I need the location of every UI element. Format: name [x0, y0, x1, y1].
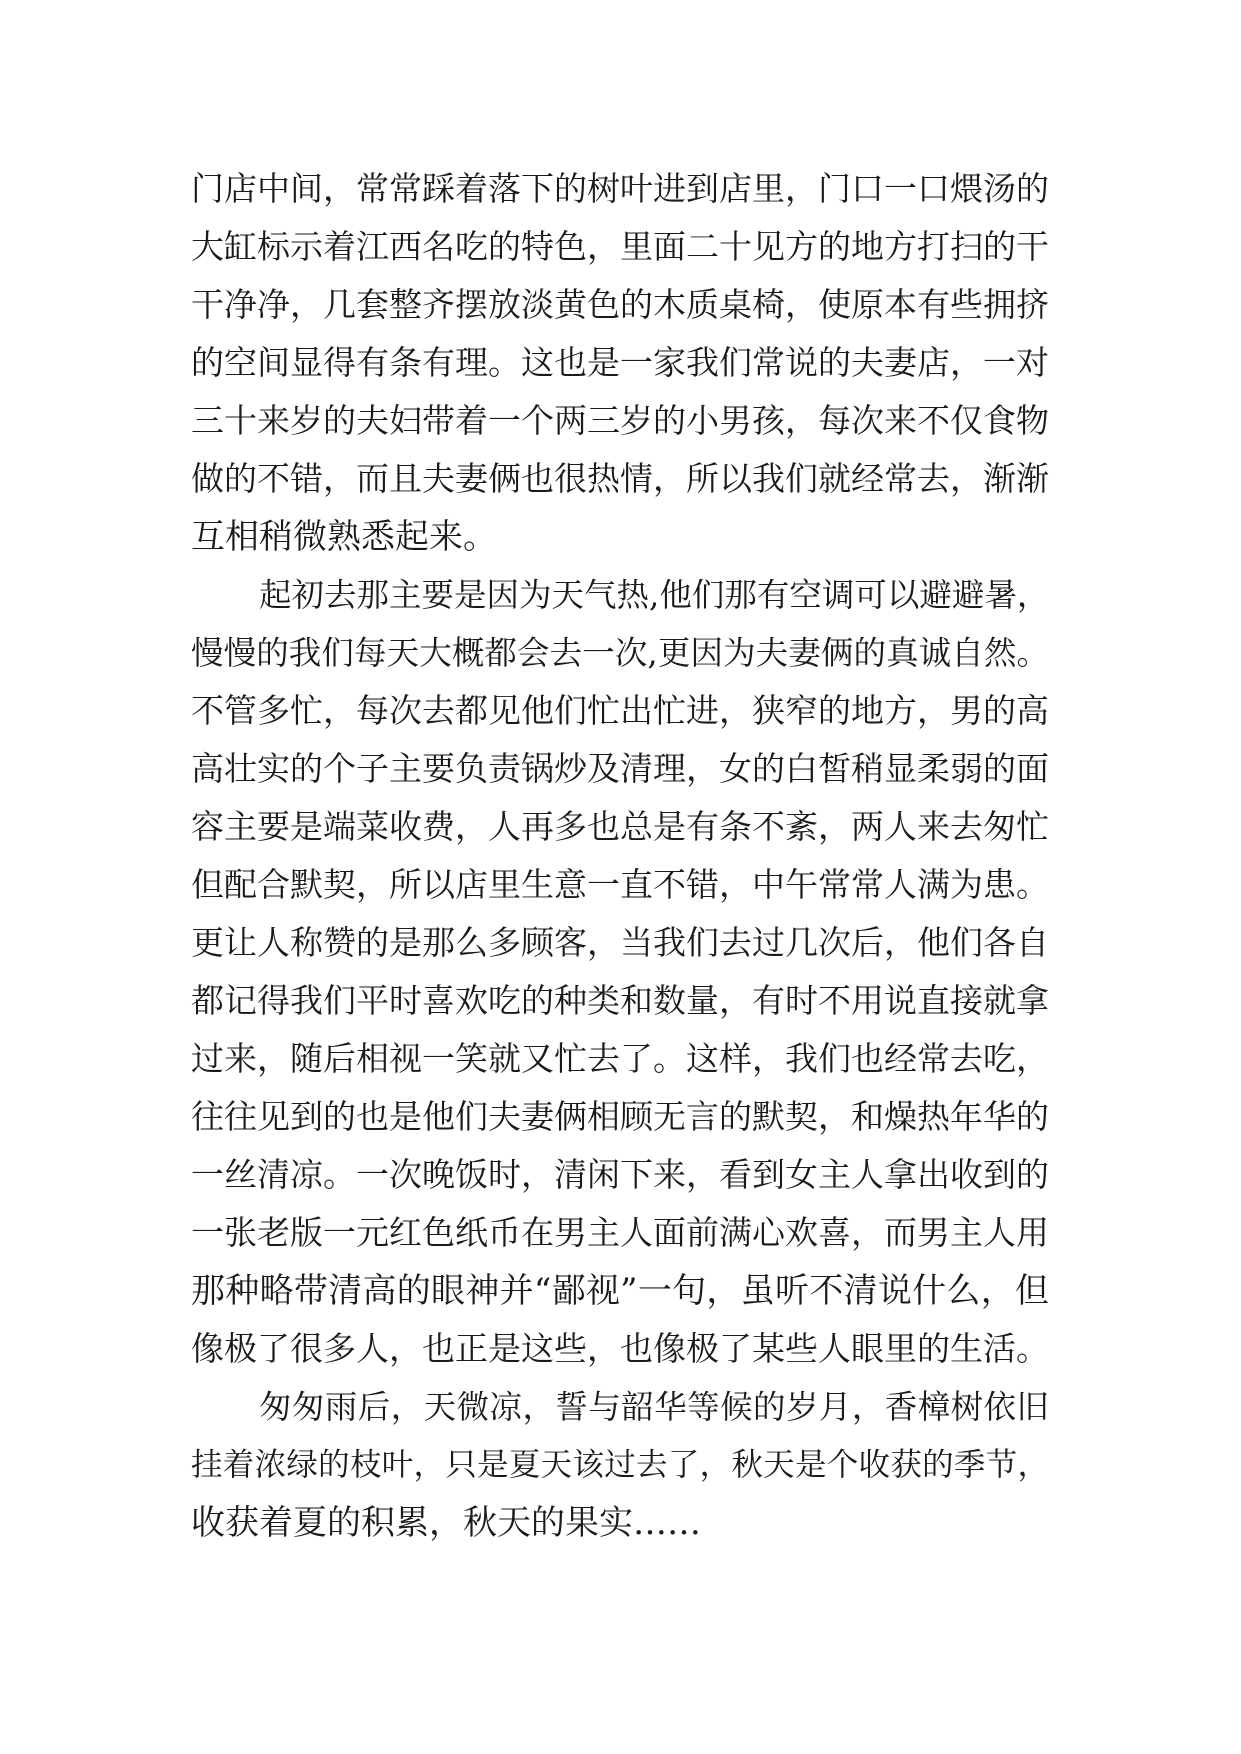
text-line: 那种略带清高的眼神并“鄙视”一句，虽听不清说什么，但: [191, 1271, 1049, 1311]
text-line: 一张老版一元红色纸币在男主人面前满心欢喜，而男主人用: [191, 1213, 1049, 1252]
text-line: 起初去那主要是因为天气热,他们那有空调可以避避暑，: [259, 576, 1050, 614]
text-line: 高壮实的个子主要负责锅炒及清理，女的白皙稍显柔弱的面: [191, 749, 1049, 788]
text-line: 过来，随后相视一笑就又忙去了。这样，我们也经常去吃，: [191, 1039, 1049, 1078]
text-line: 收获着夏的积累，秋天的果实……: [191, 1503, 701, 1543]
text-line: 匆匆雨后，天微凉，誓与韶华等候的岁月，香樟树依旧: [259, 1388, 1049, 1426]
text-line: 往往见到的也是他们夫妻俩相顾无言的默契，和燥热年华的: [191, 1097, 1049, 1136]
body-text: [191, 160, 1049, 1552]
text-line: 门店中间，常常踩着落下的树叶进到店里，门口一口煨汤的: [191, 169, 1049, 208]
text-line: 的空间显得有条有理。这也是一家我们常说的夫妻店，一对: [191, 343, 1049, 382]
text-line: 挂着浓绿的枝叶，只是夏天该过去了，秋天是个收获的季节，: [191, 1447, 1049, 1483]
text-line: 都记得我们平时喜欢吃的种类和数量，有时不用说直接就拿: [191, 981, 1049, 1020]
text-line: 但配合默契，所以店里生意一直不错，中午常常人满为患。: [191, 865, 1049, 904]
text-line: 三十来岁的夫妇带着一个两三岁的小男孩，每次来不仅食物: [191, 401, 1049, 440]
text-line: 容主要是端菜收费，人再多也总是有条不紊，两人来去匆忙: [191, 807, 1049, 846]
text-line: 互相稍微熟悉起来。: [191, 517, 497, 557]
text-line: 更让人称赞的是那么多顾客，当我们去过几次后，他们各自: [191, 923, 1049, 962]
text-line: 大缸标示着江西名吃的特色，里面二十见方的地方打扫的干: [191, 227, 1049, 266]
text-line: 做的不错，而且夫妻俩也很热情，所以我们就经常去，渐渐: [191, 459, 1049, 498]
text-line: 慢慢的我们每天大概都会去一次,更因为夫妻俩的真诚自然。: [191, 634, 1049, 672]
text-line: 一丝清凉。一次晚饭时，清闲下来，看到女主人拿出收到的: [191, 1155, 1049, 1194]
text-line: 不管多忙，每次去都见他们忙出忙进，狭窄的地方，男的高: [191, 691, 1049, 730]
text-line: 干净净，几套整齐摆放淡黄色的木质桌椅，使原本有些拥挤: [191, 285, 1049, 324]
text-line: 像极了很多人，也正是这些，也像极了某些人眼里的生活。: [191, 1329, 1049, 1368]
